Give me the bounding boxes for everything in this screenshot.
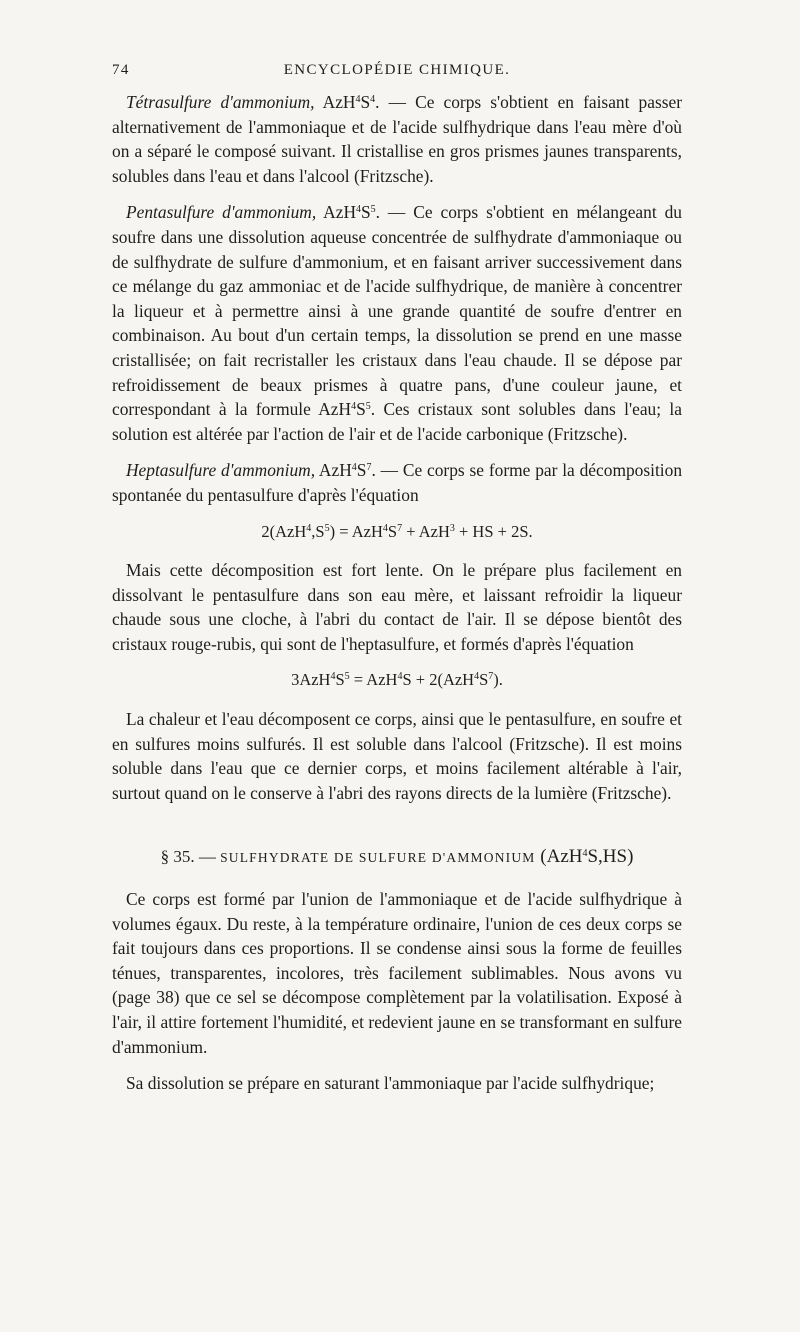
equation-2: $3AzH^4S^5 = AzH^4S + 2(AzH^4S^7)$. [291,670,503,690]
running-title: ENCYCLOPÉDIE CHIMIQUE. [283,62,511,78]
entry-title: Tétrasulfure d'ammonium, [126,92,315,112]
section-title: SULFHYDRATE DE SULFURE D'AMMONIUM [220,850,536,866]
paragraph-decomposition: Mais cette décomposition est fort lente. On le prépare plus facilement en dissolvant le pentasulfure dans son eau mère, et laissant refroidir la liqueur chaude sous une cloche, à l'abri du contact de l'air. Il se dépose bientôt des cristaux rouge-rubis, qui sont de l'heptasulfure, et formés d'après l'équation [112,560,682,654]
running-header [112,58,682,82]
paragraph-properties: La chaleur et l'eau décomposent ce corps, ainsi que le pentasulfure, en soufre et en sulfures moins sulfurés. Il est soluble dans l'alcool (Fritzsche). Il est moins soluble dans l'eau que ce dernier corps, et moins facilement altérable à l'air, surtout quand on le conserve à l'abri des rayons directs de la lumière (Fritzsche). [112,709,682,803]
section-number: § 35. — [160,847,221,867]
paragraph-pentasulfure: Pentasulfure d'ammonium, $AzH^4S^5$. — Ce corps s'obtient en mélangeant du soufre dans une dissolution aqueuse concentrée de sulfhydrate d'ammoniaque ou de sulfhydrate de sulfure d'ammonium, et en faisant arriver successivement dans ce mélange du gaz ammoniac et de l'acide sulfhydrique, de manière à concentrer la liqueur et à permettre ainsi à une grande quantité de soufre d'entrer en combinaison. Au bout d'un certain temps, la dissolution se prend en une masse cristallisée; on fait recristaller les cristaux dans l'eau chaude. Il se dépose par refroidissement de beaux prismes à quatre pans, d'une couleur jaune, et correspondant à la formule $AzH^4S^5$. Ces cristaux sont solubles dans l'eau; la solution est altérée par l'action de l'air et de l'acide carbonique (Fritzsche). [112,202,682,444]
entry-title: Heptasulfure d'ammonium, [126,460,316,481]
page-number: 74 [112,62,130,78]
equation-1: $2(AzH^4,S^5) = AzH^4S^7 + AzH^3$ + HS + 2S. [261,521,533,541]
entry-title: Pentasulfure d'ammonium, [126,202,317,223]
page [112,58,682,1108]
paragraph-dissolution: Sa dissolution se prépare en saturant l'ammoniaque par l'acide sulfhydrique; [126,1073,655,1094]
paragraph-sulfhydrate: Ce corps est formé par l'union de l'ammoniaque et de l'acide sulfhydrique à volumes égaux. Du reste, à la température ordinaire, l'union de ces deux corps se fait toujours dans ces proportions. Il se condense ainsi sous la forme de feuilles ténues, transparentes, incolores, très facilement sublimables. Nous avons vu (page 38) que ce sel se décompose complètement par la volatilisation. Exposé à l'air, il attire fortement l'humidité, et redevient jaune en se transformant en sulfure d'ammonium. [112,889,682,1057]
paragraph-tetrasulfure: Tétrasulfure d'ammonium, $AzH^4S^4$. — Ce corps s'obtient en faisant passer alternativement de l'ammoniaque et de l'acide sulfhydrique dans l'eau mère d'où on a séparé le composé suivant. Il cristallise en gros prismes jaunes transparents, solubles dans l'eau et dans l'alcool (Fritzsche). [112,92,682,186]
paragraph-heptasulfure: Heptasulfure d'ammonium, $AzH^4S^7$. — Ce corps se forme par la décomposition spontanée du pentasulfure d'après l'équation [112,460,683,505]
section-heading: § 35. — SULFHYDRATE DE SULFURE D'AMMONIUM (AzH$^4$S,HS) [160,846,634,868]
